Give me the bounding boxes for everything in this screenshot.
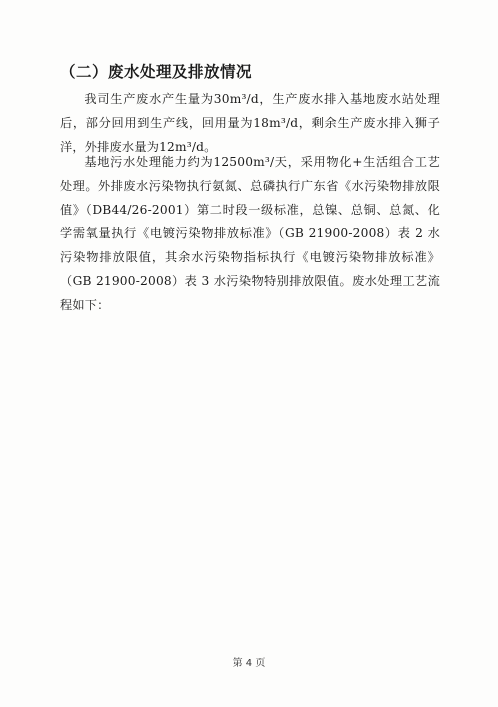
paragraph-wastewater-volume: 我司生产废水产生量为30m³/d，生产废水排入基地废水站处理后，部分回用到生产线，回用量为18m³/d，剩余生产废水排入狮子洋，外排废水量为12m³/d。	[60, 92, 440, 154]
section-heading: （二）废水处理及排放情况	[60, 63, 253, 81]
paragraph-treatment-standards: 基地污水处理能力约为12500m³/天，采用物化+生活组合工艺处理。外排废水污染物执行氨氮、总磷执行广东省《水污染物排放限值》（DB44/26-2001）第二时段一级标准，总镍、总铜、总氮、化学需氧量执行《电镀污染物排放标准》（GB 21900-2008）表 2 水污染物排放限值，其余水污染物指标执行《电镀污染物排放标准》（GB 21900-2008）表 3 水污染物特别排放限值。废水处理工艺流程如下：	[60, 155, 440, 312]
page-number: 第 4 页	[232, 658, 266, 669]
